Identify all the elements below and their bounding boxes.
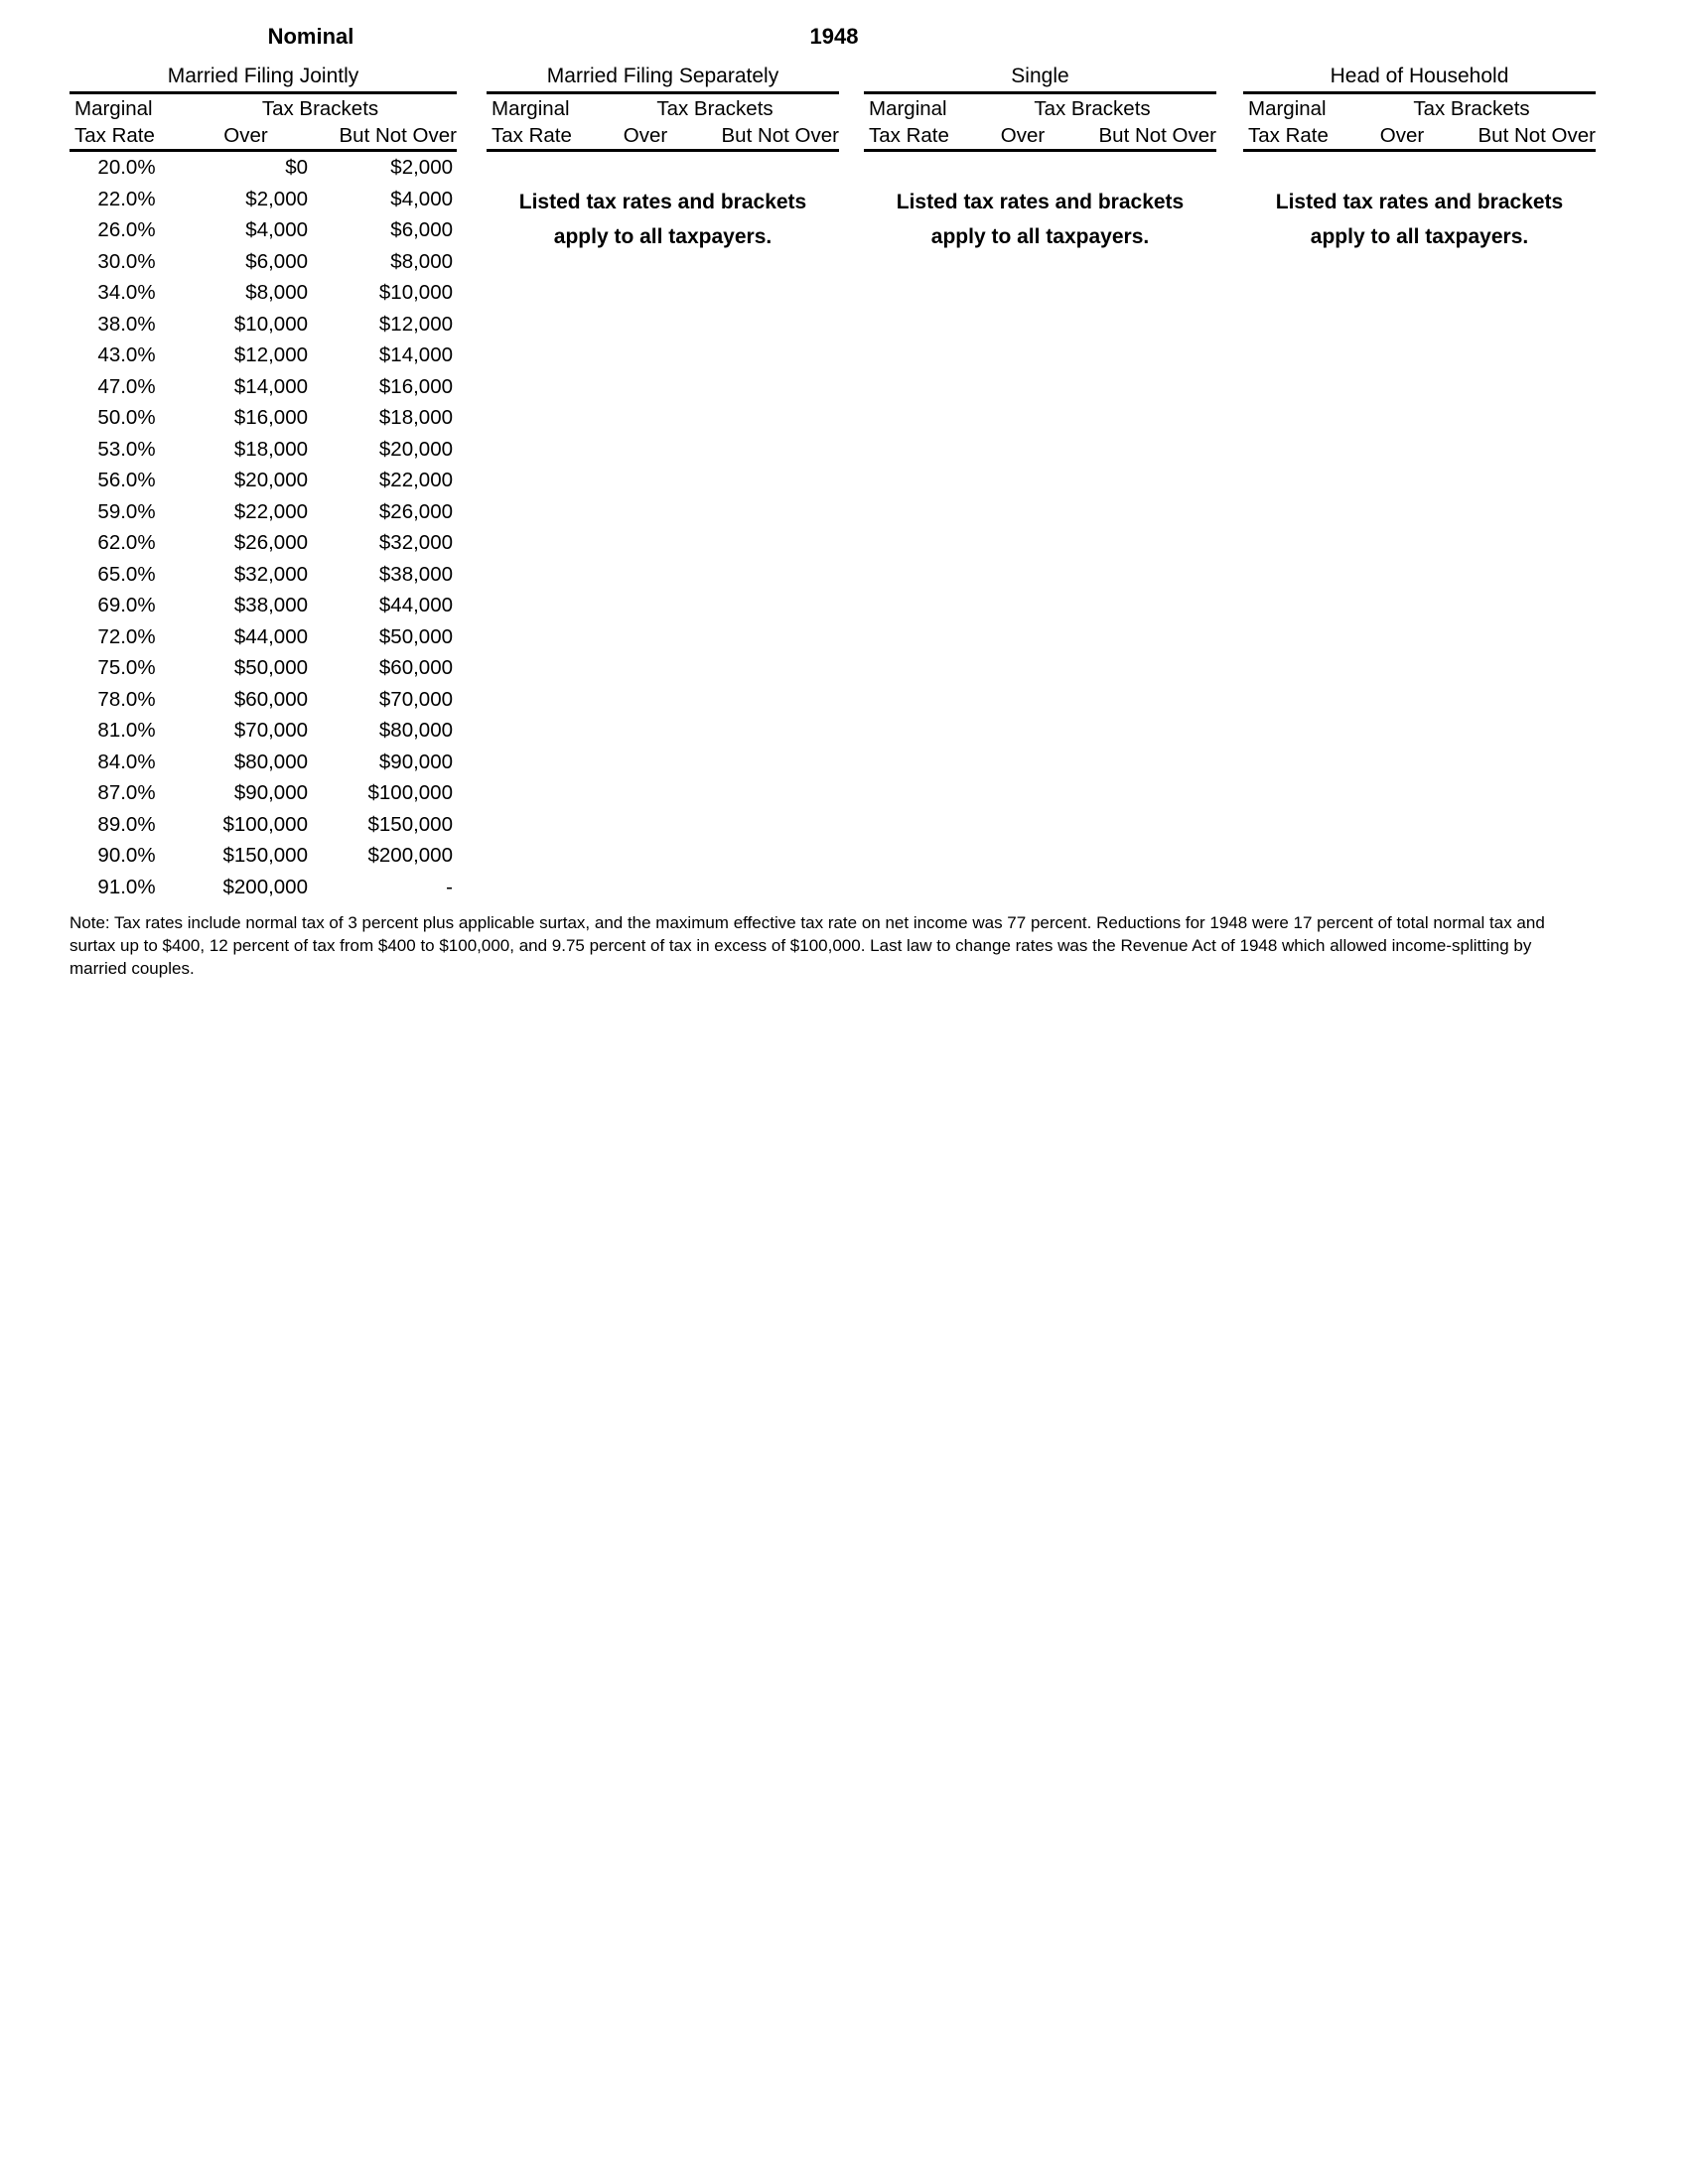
bracket-row — [70, 777, 457, 809]
cell-but-not-over: $32,000 — [378, 531, 453, 554]
header-but-not-over: But Not Over — [721, 124, 839, 147]
header-over: Over — [1000, 124, 1046, 147]
cell-but-not-over: $80,000 — [378, 719, 453, 742]
cell-but-not-over: $2,000 — [390, 156, 453, 179]
bracket-row — [70, 652, 457, 684]
header-but-not-over: But Not Over — [339, 124, 457, 147]
cell-but-not-over: $70,000 — [378, 687, 453, 711]
header-but-not-over: But Not Over — [1477, 124, 1596, 147]
message-line: Listed tax rates and brackets — [896, 191, 1185, 213]
cell-over: $22,000 — [233, 499, 308, 523]
bracket-row — [70, 402, 457, 434]
cell-over: $26,000 — [233, 531, 308, 554]
bracket-row — [70, 590, 457, 621]
cell-tax-rate: 90.0% — [97, 844, 156, 867]
cell-tax-rate: 78.0% — [97, 687, 156, 711]
bracket-row — [70, 715, 457, 747]
header-marginal: Marginal — [492, 96, 570, 120]
cell-but-not-over: $44,000 — [378, 594, 453, 616]
bracket-row — [70, 214, 457, 246]
cell-but-not-over: $22,000 — [378, 469, 453, 491]
cell-over: $150,000 — [222, 844, 308, 867]
cell-but-not-over: $38,000 — [378, 562, 453, 586]
group-married-filing-jointly — [70, 62, 457, 902]
cell-tax-rate: 38.0% — [97, 312, 156, 336]
cell-over: $32,000 — [233, 562, 308, 586]
message-line: apply to all taxpayers. — [553, 225, 773, 248]
cell-but-not-over: $12,000 — [378, 312, 453, 336]
cell-over: $200,000 — [222, 875, 308, 898]
bracket-row — [70, 340, 457, 371]
cell-over: $6,000 — [245, 249, 308, 273]
cell-but-not-over: $18,000 — [378, 406, 453, 429]
cell-tax-rate: 30.0% — [97, 249, 156, 273]
page-title-year: 1948 — [809, 24, 859, 49]
cell-but-not-over: $14,000 — [378, 343, 453, 366]
group-title: Married Filing Jointly — [70, 62, 457, 94]
column-header-row-2 — [864, 123, 1216, 152]
cell-tax-rate: 87.0% — [97, 781, 156, 804]
bracket-row — [70, 309, 457, 341]
cell-over: $12,000 — [233, 343, 308, 366]
cell-over: $10,000 — [233, 312, 308, 336]
cell-tax-rate: 91.0% — [97, 875, 156, 898]
bracket-row — [70, 246, 457, 278]
column-header-row-1 — [864, 94, 1216, 123]
bracket-table — [70, 152, 457, 902]
cell-but-not-over: $26,000 — [378, 499, 453, 523]
cell-tax-rate: 34.0% — [97, 281, 156, 304]
bracket-row — [70, 747, 457, 778]
cell-but-not-over: $150,000 — [367, 812, 453, 836]
cell-over: $60,000 — [233, 687, 308, 711]
message-line: Listed tax rates and brackets — [518, 191, 807, 213]
cell-over: $16,000 — [233, 406, 308, 429]
group-married-filing-separately — [487, 62, 839, 902]
cell-over: $38,000 — [233, 594, 308, 616]
all-taxpayers-message — [1243, 185, 1596, 254]
header-over: Over — [623, 124, 668, 147]
header-over: Over — [223, 124, 268, 147]
cell-but-not-over: $16,000 — [378, 374, 453, 398]
cell-but-not-over: $60,000 — [378, 656, 453, 679]
column-header-row-2 — [1243, 123, 1596, 152]
bracket-row — [70, 277, 457, 309]
header-but-not-over: But Not Over — [1098, 124, 1216, 147]
header-tax-rate: Tax Rate — [1248, 124, 1329, 147]
header-tax-brackets: Tax Brackets — [656, 96, 774, 120]
group-title: Married Filing Separately — [487, 62, 839, 94]
page-title-nominal: Nominal — [267, 24, 354, 49]
cell-but-not-over: $4,000 — [390, 187, 453, 210]
cell-over: $44,000 — [233, 624, 308, 648]
bracket-row — [70, 184, 457, 215]
cell-over: $80,000 — [233, 750, 308, 773]
header-over: Over — [1379, 124, 1425, 147]
footnote: Note: Tax rates include normal tax of 3 percent plus applicable surtax, and the maximum effective tax rate on net income was 77 percent. Reductions for 1948 were 17 percent of total normal tax and surtax up to $400, 12 percent of tax from $400 to $100,000, and 9.75 percent of tax in excess of $100,000. Last law to change rates was the Revenue Act of 1948 which allowed income-splitting by married couples. — [70, 913, 1545, 978]
cell-over: $0 — [285, 156, 308, 179]
bracket-row — [70, 809, 457, 841]
cell-but-not-over: $20,000 — [378, 437, 453, 461]
header-tax-rate: Tax Rate — [492, 124, 572, 147]
cell-over: $14,000 — [233, 374, 308, 398]
header-tax-rate: Tax Rate — [74, 124, 155, 147]
cell-tax-rate: 81.0% — [97, 719, 156, 742]
cell-tax-rate: 59.0% — [97, 499, 156, 523]
cell-tax-rate: 89.0% — [97, 812, 156, 836]
cell-over: $50,000 — [233, 656, 308, 679]
title-bar — [0, 24, 1688, 54]
cell-tax-rate: 43.0% — [97, 343, 156, 366]
header-tax-brackets: Tax Brackets — [261, 96, 379, 120]
cell-tax-rate: 69.0% — [97, 594, 156, 616]
header-tax-brackets: Tax Brackets — [1413, 96, 1530, 120]
header-marginal: Marginal — [869, 96, 947, 120]
cell-tax-rate: 72.0% — [97, 624, 156, 648]
cell-tax-rate: 56.0% — [97, 469, 156, 491]
cell-but-not-over: - — [446, 875, 453, 898]
header-tax-rate: Tax Rate — [869, 124, 949, 147]
message-line: apply to all taxpayers. — [1310, 225, 1529, 248]
group-single — [864, 62, 1216, 902]
cell-but-not-over: $90,000 — [378, 750, 453, 773]
all-taxpayers-message — [487, 185, 839, 254]
bracket-row — [70, 496, 457, 528]
bracket-row — [70, 621, 457, 653]
bracket-row — [70, 872, 457, 903]
header-tax-brackets: Tax Brackets — [1034, 96, 1151, 120]
bracket-row — [70, 152, 457, 184]
cell-but-not-over: $6,000 — [390, 218, 453, 241]
bracket-row — [70, 371, 457, 403]
cell-but-not-over: $8,000 — [390, 249, 453, 273]
column-header-row-1 — [70, 94, 457, 123]
bracket-row — [70, 465, 457, 496]
cell-tax-rate: 50.0% — [97, 406, 156, 429]
all-taxpayers-message — [864, 185, 1216, 254]
header-marginal: Marginal — [1248, 96, 1327, 120]
group-head-of-household — [1243, 62, 1596, 902]
cell-tax-rate: 84.0% — [97, 750, 156, 773]
cell-tax-rate: 20.0% — [97, 156, 156, 179]
cell-over: $2,000 — [245, 187, 308, 210]
message-line: apply to all taxpayers. — [930, 225, 1150, 248]
cell-over: $20,000 — [233, 469, 308, 491]
bracket-row — [70, 559, 457, 591]
group-title: Head of Household — [1243, 62, 1596, 94]
cell-tax-rate: 47.0% — [97, 374, 156, 398]
message-line: Listed tax rates and brackets — [1275, 191, 1564, 213]
cell-over: $100,000 — [222, 812, 308, 836]
cell-but-not-over: $200,000 — [367, 844, 453, 867]
group-title: Single — [864, 62, 1216, 94]
bracket-row — [70, 434, 457, 466]
cell-but-not-over: $10,000 — [378, 281, 453, 304]
header-marginal: Marginal — [74, 96, 153, 120]
cell-over: $8,000 — [245, 281, 308, 304]
cell-over: $70,000 — [233, 719, 308, 742]
bracket-row — [70, 527, 457, 559]
cell-tax-rate: 53.0% — [97, 437, 156, 461]
cell-tax-rate: 26.0% — [97, 218, 156, 241]
cell-tax-rate: 65.0% — [97, 562, 156, 586]
cell-tax-rate: 75.0% — [97, 656, 156, 679]
column-header-row-2 — [487, 123, 839, 152]
column-header-row-1 — [1243, 94, 1596, 123]
column-header-row-1 — [487, 94, 839, 123]
cell-over: $18,000 — [233, 437, 308, 461]
cell-but-not-over: $100,000 — [367, 781, 453, 804]
cell-over: $90,000 — [233, 781, 308, 804]
column-header-row-2 — [70, 123, 457, 152]
cell-over: $4,000 — [245, 218, 308, 241]
cell-but-not-over: $50,000 — [378, 624, 453, 648]
filing-status-groups — [70, 62, 1596, 902]
cell-tax-rate: 22.0% — [97, 187, 156, 210]
cell-tax-rate: 62.0% — [97, 531, 156, 554]
bracket-row — [70, 684, 457, 716]
bracket-row — [70, 840, 457, 872]
